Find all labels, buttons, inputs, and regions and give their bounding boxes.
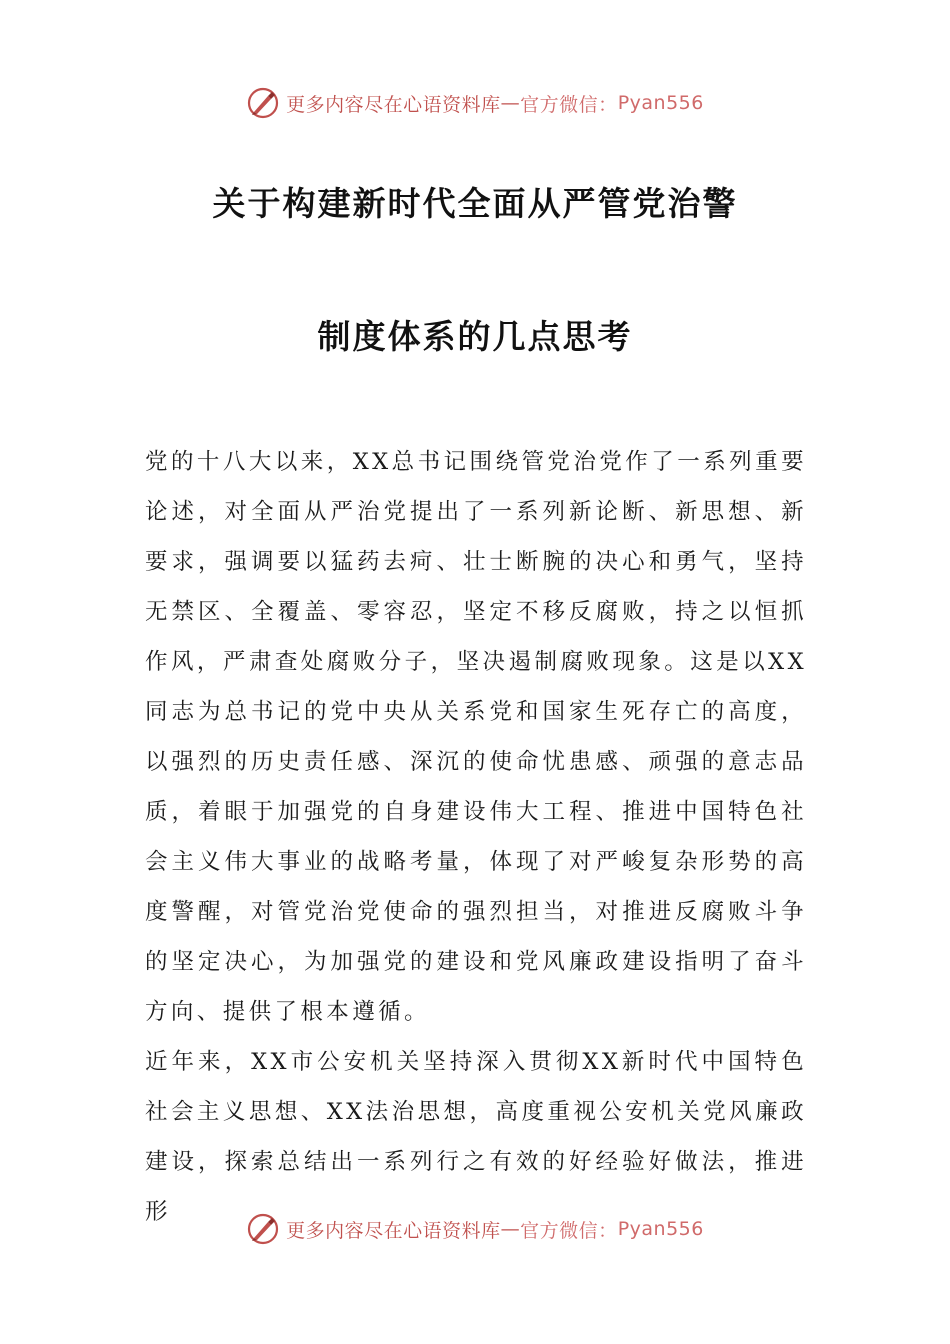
watermark-wechat-label: 官方微信： <box>520 1219 618 1242</box>
watermark-wechat-label: 官方微信： <box>520 93 618 116</box>
watermark-separator: — <box>500 92 521 114</box>
body-paragraph-1: 党的十八大以来，XX总书记围绕管党治党作了一系列重要论述，对全面从严治党提出了一系列新论断、新思想、新要求，强调要以猛药去疴、壮士断腕的决心和勇气，坚持无禁区、全覆盖、零容忍，坚定不移反腐败，持之以恒抓作风，严肃查处腐败分子，坚决遏制腐败现象。这是以XX同志为总书记的党中央从关系党和国家生死存亡的高度，以强烈的历史责任感、深沉的使命忧患感、顽强的意志品质，着眼于加强党的自身建设伟大工程、推进中国特色社会主义伟大事业的战略考量，体现了对严峻复杂形势的高度警醒，对管党治党使命的强烈担当，对推进反腐败斗争的坚定决心，为加强党的建设和党风廉政建设指明了奋斗方向、提供了根本遵循。 <box>145 449 807 1025</box>
document-body <box>145 437 807 1237</box>
watermark-wechat-id: Pyan556 <box>617 1218 704 1240</box>
watermark-wechat-id: Pyan556 <box>617 92 704 114</box>
body-paragraph-2: 近年来，XX市公安机关坚持深入贯彻XX新时代中国特色社会主义思想、XX法治思想，高度重视公安机关党风廉政建设，探索总结出一系列行之有效的好经验好做法，推进形 <box>145 1049 807 1225</box>
watermark-text: 更多内容尽在心语资料库 <box>286 93 501 116</box>
header-watermark <box>0 83 950 123</box>
pen-logo-icon <box>246 86 280 120</box>
watermark-separator: — <box>500 1218 521 1240</box>
footer-watermark <box>0 1209 950 1249</box>
pen-logo-icon <box>246 1212 280 1246</box>
document-title-line1: 关于构建新时代全面从严管党治警 <box>212 184 738 223</box>
document-title-line2: 制度体系的几点思考 <box>317 317 633 356</box>
watermark-text: 更多内容尽在心语资料库 <box>286 1219 501 1242</box>
